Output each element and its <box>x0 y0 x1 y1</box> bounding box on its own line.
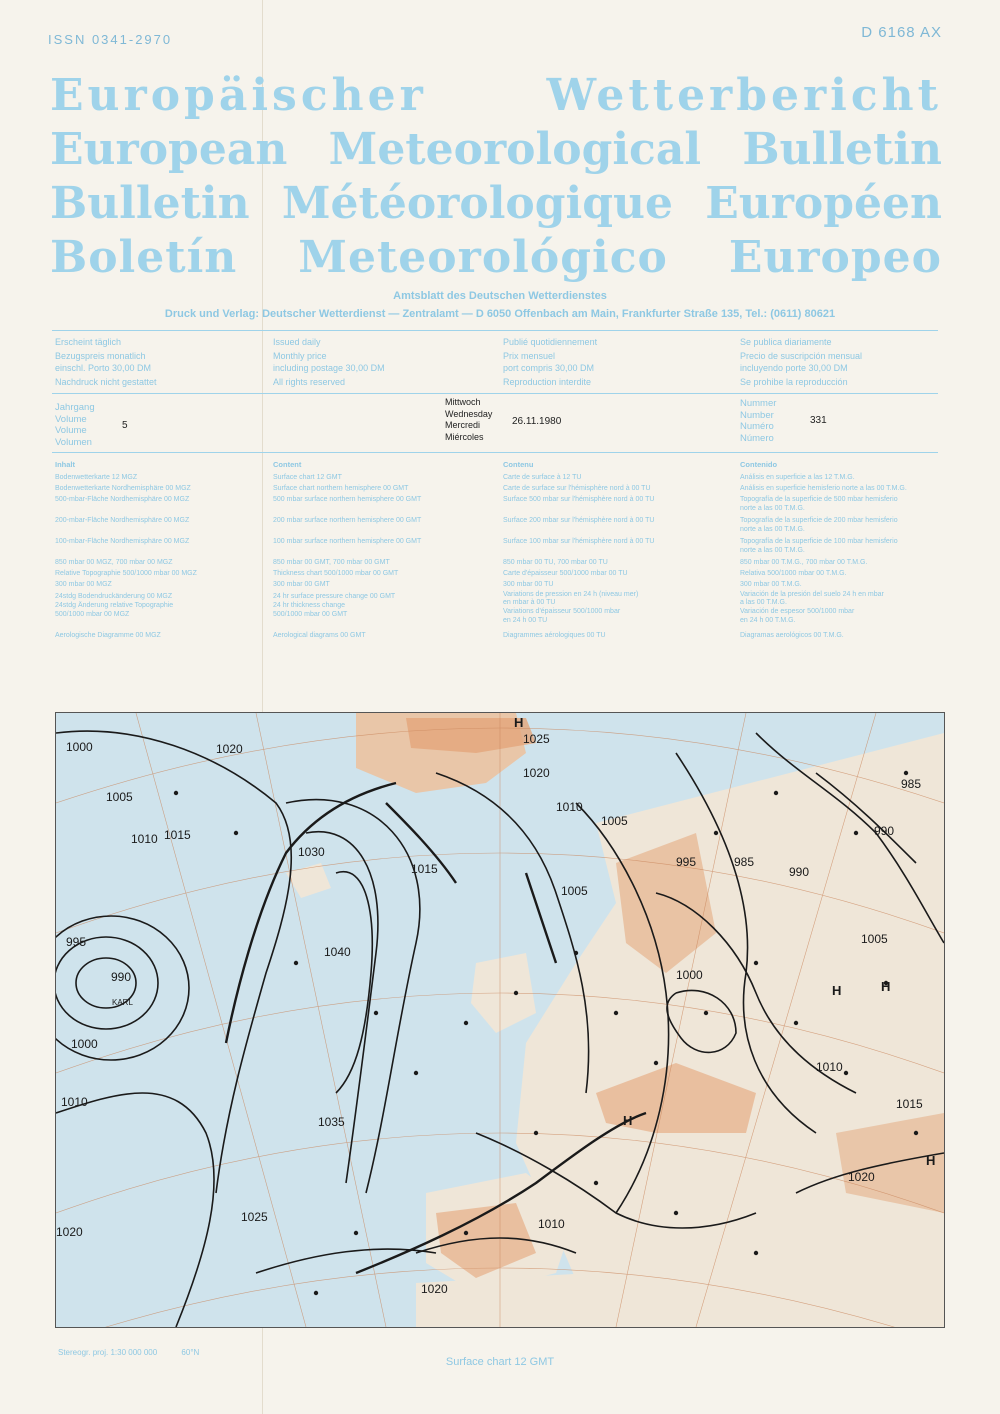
contents-item: norte a las 00 T.M.G. <box>740 547 805 554</box>
isobar-label: 1010 <box>538 1217 565 1231</box>
isobar-label: 1015 <box>164 828 191 842</box>
high-pressure-mark: H <box>623 1113 633 1128</box>
contents-item: Surface 100 mbar sur l'hémisphère nord à 00 TU <box>503 538 655 545</box>
contents-item: 300 mbar 00 TU <box>503 581 554 588</box>
subtitle: Amtsblatt des Deutschen Wetterdienstes <box>393 290 607 302</box>
contents-item: Aerological diagrams 00 GMT <box>273 632 366 639</box>
info-spanish <box>740 336 960 388</box>
volume-label: Volume <box>55 413 87 425</box>
number-label: Numéro <box>740 421 774 432</box>
volume-label: Volumen <box>55 436 92 448</box>
isobar-label: 1005 <box>601 814 628 828</box>
contents-heading: Contenido <box>740 460 778 469</box>
contents-item: en 24 h 00 T.M.G. <box>740 617 796 624</box>
contents-item: Surface chart northern hemisphere 00 GMT <box>273 485 409 492</box>
isobar-label: 995 <box>676 855 697 869</box>
isobar-label: 1005 <box>861 932 888 946</box>
volume-label: Jahrgang <box>55 402 95 413</box>
high-pressure-mark: H <box>514 715 524 730</box>
issn: ISSN 0341-2970 <box>48 32 173 47</box>
contents-item: Diagrammes aérologiques 00 TU <box>503 632 606 639</box>
info-text: Prix mensuel <box>503 351 556 361</box>
weekday-label: Wednesday <box>445 408 493 419</box>
contents-item: en 24 h 00 TU <box>503 617 548 624</box>
weekday-label: Mercredi <box>445 420 481 430</box>
contents-item: Relative Topographie 500/1000 mbar 00 MGZ <box>55 570 197 577</box>
isobar-label: 1025 <box>241 1210 268 1224</box>
contents-heading: Contenu <box>503 460 534 469</box>
info-english <box>273 336 493 388</box>
isobar-label: 990 <box>111 970 132 984</box>
info-german <box>55 336 275 388</box>
issue-number: 331 <box>810 415 827 426</box>
info-text: Reproduction interdite <box>503 377 592 387</box>
isobar-label: 1005 <box>106 790 133 804</box>
divider <box>52 393 938 394</box>
number-label: Number <box>740 409 774 421</box>
contents-item: 24stdg Änderung relative Topographie <box>55 602 174 609</box>
title-german: Europäischer Wetterbericht <box>50 70 942 121</box>
high-pressure-mark: H <box>881 979 891 994</box>
isobar-label: 1020 <box>523 766 550 780</box>
contents-item: Diagramas aerológicos 00 T.M.G. <box>740 632 844 639</box>
low-name-label: KARL <box>112 998 133 1007</box>
contents-item: Variations d'épaisseur 500/1000 mbar <box>503 608 621 615</box>
chart-caption: Surface chart 12 GMT <box>445 1356 555 1368</box>
contents-item: norte a las 00 T.M.G. <box>740 526 805 533</box>
info-text: Issued daily <box>273 337 321 347</box>
surface-weather-map <box>55 712 945 1328</box>
contents-item: Bodenwetterkarte 12 MGZ <box>55 474 138 481</box>
isobar-label: 1020 <box>848 1170 875 1184</box>
contents-item: Variations de pression en 24 h (niveau mer) <box>503 591 639 598</box>
title-english: European Meteorological Bulletin <box>50 124 942 175</box>
map-svg <box>56 713 944 1327</box>
title-french: Bulletin Météorologique Européen <box>50 178 942 229</box>
contents-item: Carte de surface sur l'hémisphère nord à 00 TU <box>503 485 651 492</box>
info-text: Nachdruck nicht gestattet <box>55 377 157 387</box>
isobar-label: 1015 <box>896 1097 923 1111</box>
contents-item: 500/1000 mbar 00 MGZ <box>55 611 130 618</box>
isobar-label: 1030 <box>298 845 325 859</box>
reference-latitude: 60°N <box>181 1348 200 1357</box>
info-text: Publié quotidiennement <box>503 337 598 347</box>
contents-item: 850 mbar 00 GMT, 700 mbar 00 GMT <box>273 559 390 566</box>
info-text: All rights reserved <box>273 377 346 387</box>
contents-item: 850 mbar 00 MGZ, 700 mbar 00 MGZ <box>55 559 173 566</box>
issue-date: 26.11.1980 <box>512 416 562 427</box>
info-text: Se prohibe la reproducción <box>740 377 848 387</box>
contents-item: 850 mbar 00 T.M.G., 700 mbar 00 T.M.G. <box>740 559 868 566</box>
volume-labels <box>55 402 95 448</box>
contents-item: 24 hr thickness change <box>273 602 345 609</box>
contents-item: Variación de espesor 500/1000 mbar <box>740 608 855 615</box>
isobar-label: 990 <box>874 824 895 838</box>
isobar-label: 1010 <box>131 832 158 846</box>
info-text: Bezugspreis monatlich <box>55 351 146 361</box>
divider <box>52 330 938 331</box>
contents-item: 300 mbar 00 GMT <box>273 581 330 588</box>
volume-label: Volume <box>55 425 87 436</box>
contents-item: Topografía de la superficie de 500 mbar hemisferio <box>740 496 898 503</box>
isobar-label: 1035 <box>318 1115 345 1129</box>
info-text: Erscheint täglich <box>55 337 122 347</box>
isobar-label: 1000 <box>676 968 703 982</box>
info-text: port compris 30,00 DM <box>503 363 595 373</box>
isobar-label: 995 <box>66 935 87 949</box>
contents-item: Variación de la presión del suelo 24 h en mbar <box>740 591 884 598</box>
contents-heading: Inhalt <box>55 460 75 469</box>
contents-item: 100-mbar-Fläche Nordhemisphäre 00 MGZ <box>55 538 190 545</box>
weekday-labels <box>445 397 492 443</box>
number-label: Número <box>740 432 774 444</box>
isobar-label: 1020 <box>421 1282 448 1296</box>
title-spanish: Boletín Meteorológico Europeo <box>50 232 942 283</box>
contents-item: Topografía de la superficie de 100 mbar hemisferio <box>740 538 898 545</box>
info-text: including postage 30,00 DM <box>273 363 385 373</box>
contents-item: a las 00 T.M.G. <box>740 599 787 606</box>
isobar-label: 1020 <box>216 742 243 756</box>
contents-item: 200-mbar-Fläche Nordhemisphäre 00 MGZ <box>55 517 190 524</box>
contents-item: 500 mbar surface northern hemisphere 00 GMT <box>273 496 422 503</box>
weekday-label: Mittwoch <box>445 397 481 407</box>
divider <box>52 452 938 453</box>
number-labels <box>740 398 776 444</box>
isobar-label: 1010 <box>556 800 583 814</box>
contents-item: 850 mbar 00 TU, 700 mbar 00 TU <box>503 559 608 566</box>
info-text: Precio de suscripción mensual <box>740 351 863 361</box>
contents-item: 500-mbar-Fläche Nordhemisphäre 00 MGZ <box>55 496 190 503</box>
contents-item: 200 mbar surface northern hemisphere 00 GMT <box>273 517 422 524</box>
info-text: incluyendo porte 30,00 DM <box>740 363 848 373</box>
contents-item: 300 mbar 00 MGZ <box>55 581 112 588</box>
high-pressure-mark: H <box>832 983 842 998</box>
isobar-label: 1000 <box>71 1037 98 1051</box>
contents-item: Surface 500 mbar sur l'hémisphère nord à 00 TU <box>503 496 655 503</box>
isobar-label: 1005 <box>561 884 588 898</box>
projection-scale: Stereogr. proj. 1:30 000 000 <box>58 1348 158 1357</box>
contents-item: Análisis en superficie a las 12 T.M.G. <box>740 474 855 481</box>
info-text: Monthly price <box>273 351 327 361</box>
contents-item: Bodenwetterkarte Nordhemisphäre 00 MGZ <box>55 485 191 492</box>
isobar-label: 985 <box>901 777 922 791</box>
volume-value: 5 <box>122 420 128 431</box>
contents-item: Topografía de la superficie de 200 mbar hemisferio <box>740 517 898 524</box>
isobar-label: 990 <box>789 865 810 879</box>
isobar-label: 1020 <box>56 1225 83 1239</box>
contents-item: 100 mbar surface northern hemisphere 00 GMT <box>273 538 422 545</box>
contents-heading: Content <box>273 460 302 469</box>
isobar-label: 1010 <box>61 1095 88 1109</box>
isobar-label: 1000 <box>66 740 93 754</box>
weekday-label: Miércoles <box>445 431 484 442</box>
isobar-label: 1010 <box>816 1060 843 1074</box>
contents-item: Surface 200 mbar sur l'hémisphère nord à 00 TU <box>503 517 655 524</box>
high-pressure-mark: H <box>926 1153 936 1168</box>
contents-item: 24 hr surface pressure change 00 GMT <box>273 593 396 600</box>
contents-item: 24stdg Bodendruckänderung 00 MGZ <box>55 593 173 600</box>
contents-item: Carte d'épaisseur 500/1000 mbar 00 TU <box>503 570 628 577</box>
isobar-label: 985 <box>734 855 755 869</box>
contents-item: Aerologische Diagramme 00 MGZ <box>55 632 161 639</box>
contents-item: Análisis en superficie hemisferio norte a las 00 T.M.G. <box>740 485 907 492</box>
info-text: einschl. Porto 30,00 DM <box>55 363 152 373</box>
contents-item: en mbar à 00 TU <box>503 599 556 606</box>
contents-item: norte a las 00 T.M.G. <box>740 505 805 512</box>
publication-code: D 6168 AX <box>861 24 942 41</box>
contents-item: Surface chart 12 GMT <box>273 474 342 481</box>
info-text: Se publica diariamente <box>740 337 832 347</box>
contents-item: Relativa 500/1000 mbar 00 T.M.G. <box>740 570 847 577</box>
number-label: Nummer <box>740 398 777 409</box>
isobar-label: 1040 <box>324 945 351 959</box>
isobar-label: 1015 <box>411 862 438 876</box>
info-french <box>503 336 723 388</box>
contents-item: Thickness chart 500/1000 mbar 00 GMT <box>273 570 399 577</box>
contents-item: 500/1000 mbar 00 GMT <box>273 611 348 618</box>
publisher: Druck und Verlag: Deutscher Wetterdienst — Zentralamt — D 6050 Offenbach am Main, Frankfurter Straße 135, Tel.: (0611) 80621 <box>164 308 836 320</box>
isobar-label: 1025 <box>523 732 550 746</box>
contents-item: 300 mbar 00 T.M.G. <box>740 581 802 588</box>
contents-item: Carte de surface à 12 TU <box>503 474 582 481</box>
